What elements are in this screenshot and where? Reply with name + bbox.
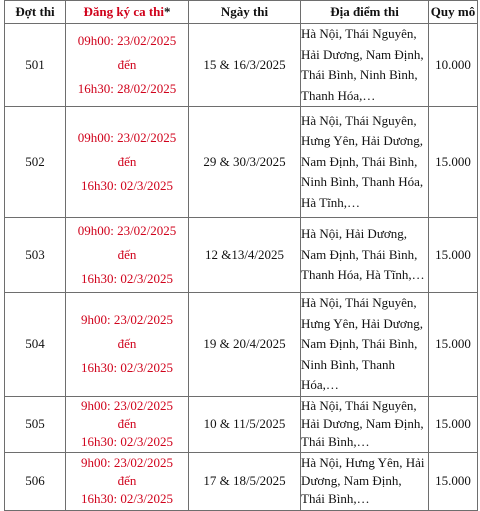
- registration-cell: [66, 293, 189, 397]
- reg-den: đến: [117, 57, 137, 72]
- registration-cell: [66, 24, 189, 107]
- exam-date-cell: 17 & 18/5/2025: [189, 452, 301, 510]
- header-asterisk: *: [164, 4, 171, 19]
- scale-cell: 15.000: [429, 107, 478, 218]
- reg-end: 16h30: 02/3/2025: [80, 434, 174, 449]
- reg-den: đến: [117, 416, 137, 431]
- scale-cell: 15.000: [429, 396, 478, 452]
- table-row: [5, 293, 478, 397]
- reg-start: 9h00: 23/02/2025: [80, 398, 174, 413]
- table-row: [5, 24, 478, 107]
- reg-start: 09h00: 23/02/2025: [77, 223, 177, 238]
- exam-date-cell: 19 & 20/4/2025: [189, 293, 301, 397]
- exam-date-cell: 29 & 30/3/2025: [189, 107, 301, 218]
- table-row: [5, 396, 478, 452]
- exam-date-cell: 12 &13/4/2025: [189, 218, 301, 293]
- scale-cell: 15.000: [429, 452, 478, 510]
- exam-date-cell: 15 & 16/3/2025: [189, 24, 301, 107]
- reg-end: 16h30: 02/3/2025: [80, 491, 174, 506]
- location-cell: Hà Nội, Thái Nguyên, Hưng Yên, Hải Dương, Nam Định, Thái Bình, Ninh Bình, Thanh Hóa, Hà Tĩnh,…: [301, 107, 429, 218]
- exam-schedule-table: [4, 0, 478, 511]
- reg-end: 16h30: 02/3/2025: [80, 271, 174, 286]
- reg-end: 16h30: 28/02/2025: [77, 81, 177, 96]
- dot-cell: 503: [5, 218, 66, 293]
- scale-cell: 15.000: [429, 293, 478, 397]
- location-cell: Hà Nội, Hải Dương, Nam Định, Thái Bình, Thanh Hóa, Hà Tĩnh,…: [301, 218, 429, 293]
- registration-cell: [66, 452, 189, 510]
- dot-cell: 502: [5, 107, 66, 218]
- reg-start: 09h00: 23/02/2025: [77, 130, 177, 145]
- header-dia-diem: Địa điểm thi: [301, 1, 429, 24]
- header-dang-ky: [66, 1, 189, 24]
- reg-den: đến: [117, 247, 137, 262]
- location-cell: Hà Nội, Thái Nguyên, Hải Dương, Nam Định, Thái Bình,…: [301, 396, 429, 452]
- registration-cell: [66, 218, 189, 293]
- reg-end: 16h30: 02/3/2025: [80, 360, 174, 376]
- table-row: [5, 452, 478, 510]
- dot-cell: 506: [5, 452, 66, 510]
- header-ngay-thi: Ngày thi: [189, 1, 301, 24]
- location-cell: Hà Nội, Thái Nguyên, Hải Dương, Nam Định, Thái Bình, Ninh Bình, Thanh Hóa,…: [301, 24, 429, 107]
- exam-date-cell: 10 & 11/5/2025: [189, 396, 301, 452]
- header-quy-mo: Quy mô: [429, 1, 478, 24]
- scale-cell: 15.000: [429, 218, 478, 293]
- header-row: [5, 1, 478, 24]
- reg-den: đến: [117, 473, 137, 488]
- reg-start: 9h00: 23/02/2025: [80, 312, 174, 328]
- dot-cell: 504: [5, 293, 66, 397]
- header-dot-thi: Đợt thi: [5, 1, 66, 24]
- registration-cell: [66, 107, 189, 218]
- reg-start: 09h00: 23/02/2025: [77, 33, 177, 48]
- registration-cell: [66, 396, 189, 452]
- location-cell: Hà Nội, Hưng Yên, Hải Dương, Nam Định, Thái Bình,…: [301, 452, 429, 510]
- location-cell: Hà Nội, Thái Nguyên, Hưng Yên, Hải Dương, Nam Định, Thái Bình, Ninh Bình, Thanh Hóa,…: [301, 293, 429, 397]
- header-dang-ky-label: Đăng ký ca thi: [83, 4, 165, 19]
- reg-start: 9h00: 23/02/2025: [80, 455, 174, 470]
- dot-cell: 501: [5, 24, 66, 107]
- table-row: [5, 107, 478, 218]
- reg-den: đến: [117, 154, 137, 169]
- reg-end: 16h30: 02/3/2025: [80, 178, 174, 193]
- scale-cell: 10.000: [429, 24, 478, 107]
- reg-den: đến: [117, 336, 137, 352]
- dot-cell: 505: [5, 396, 66, 452]
- table-row: [5, 218, 478, 293]
